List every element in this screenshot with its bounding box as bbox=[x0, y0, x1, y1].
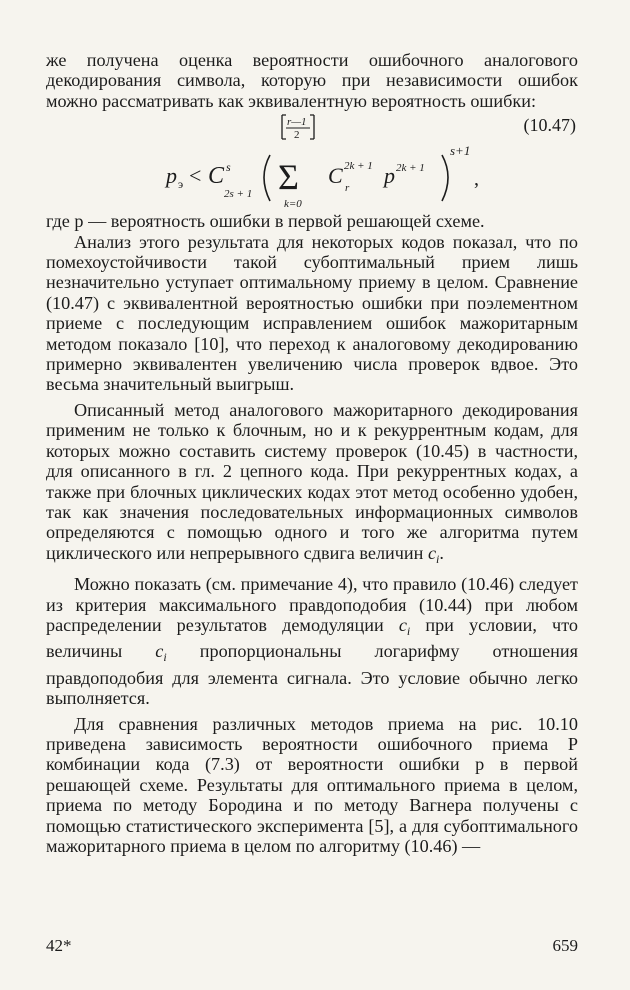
term-C-sub: r bbox=[345, 182, 350, 195]
page-body bbox=[46, 50, 578, 856]
formula-C-sup: s bbox=[226, 160, 231, 175]
sum-sign: Σ bbox=[278, 157, 299, 198]
formula-lhs: p bbox=[166, 163, 177, 189]
right-paren-icon bbox=[442, 155, 448, 201]
sum-lower-limit: k=0 bbox=[284, 198, 302, 211]
paragraph-method bbox=[46, 400, 578, 569]
var-c-2: c bbox=[155, 641, 164, 662]
formula-graphic bbox=[46, 111, 578, 211]
left-paren-icon bbox=[264, 155, 270, 201]
var-c-1-sub: i bbox=[406, 623, 411, 638]
term-p: p bbox=[384, 163, 395, 189]
paragraph-where: где p — вероятность ошибки в первой решающей схеме. bbox=[46, 211, 485, 232]
page-footer bbox=[46, 936, 578, 956]
paragraph-analysis: Анализ этого результата для некоторых кодов показал, что по помехоустойчивости такой субоптимальный прием лишь незначительно уступает оптимальному приему в целом. Сравнение (10.47) с эквивалентной вероятностью ошибки при поэлементном приеме с последующим исправлением ошибок мажоритарным методом показало [10], что переход к аналоговому декодированию примерно эквивалентен увеличению числа проверок вдвое. Это весьма значительный выигрыш. bbox=[46, 231, 578, 395]
var-c: c bbox=[427, 542, 437, 563]
term-p-sup: 2k + 1 bbox=[396, 162, 425, 175]
paragraph-method-text: Описанный метод аналогового мажоритарного декодирования применим не только к блочным, но и к рекуррентным кодам, для которых можно составить систему проверок (10.45) в частности, для описанного в гл. 2 цепного кода. При рекуррентных кодах, а также при блочных циклических кодах этот метод особенно удобен, так как значения последовательных информационных символов определяются с помощью одного и того же алгоритма путем циклического или непрерывного сдвига величин bbox=[46, 399, 578, 563]
equation-number: (10.47) bbox=[523, 115, 576, 136]
paragraph-proof-a: Можно показать (см. примечание 4), что правило (10.46) следует из критерия максимального правдоподобия (10.44) при любом распределении результатов демодуляции bbox=[46, 574, 578, 635]
page-number: 659 bbox=[552, 936, 578, 955]
term-C: C bbox=[328, 163, 343, 189]
floor-denominator: 2 bbox=[294, 129, 300, 142]
floor-right-bracket-icon bbox=[310, 115, 314, 139]
formula-C: C bbox=[208, 163, 225, 190]
paragraph-intro: же получена оценка вероятности ошибочного аналогового декодирования символа, которую при независимости ошибок можно рассматривать как эквивалентную вероятность ошибки: bbox=[46, 50, 578, 111]
var-c-1: c bbox=[398, 614, 407, 635]
var-c-sub: i bbox=[436, 551, 440, 566]
term-C-sup: 2k + 1 bbox=[344, 160, 373, 173]
paragraph-comparison: Для сравнения различных методов приема на рис. 10.10 приведена зависимость вероятности ошибочного приема P комбинации кода (7.3) от вероятности ошибки p в первой решающей схеме. Результаты для оптимального приема в целом, приема по методу Бородина и по методу Вагнера получены с помощью статистического эксперимента [5], а для субоптимального мажоритарного приема в целом по алгоритму (10.46) — bbox=[46, 713, 578, 856]
outer-sup: s+1 bbox=[450, 143, 471, 159]
floor-numerator: r—1 bbox=[287, 116, 307, 129]
floor-left-bracket-icon bbox=[282, 115, 286, 139]
var-c-2-sub: i bbox=[163, 650, 167, 665]
paragraph-proof bbox=[46, 574, 578, 708]
paragraph-method-end: . bbox=[439, 542, 444, 563]
equation-10-47 bbox=[46, 111, 578, 211]
signature-mark: 42* bbox=[46, 936, 72, 955]
paragraph-proof-b: при условии, что величины bbox=[46, 614, 578, 662]
formula-lhs-sub: э bbox=[178, 177, 184, 192]
paragraph-proof-c: пропорциональны логарифму отношения правдоподобия для элемента сигнала. Это условие обычно легко выполняется. bbox=[46, 641, 579, 709]
formula-C-sub: 2s + 1 bbox=[224, 188, 253, 201]
formula-less-than: < bbox=[189, 163, 202, 189]
formula-comma: , bbox=[474, 168, 479, 191]
